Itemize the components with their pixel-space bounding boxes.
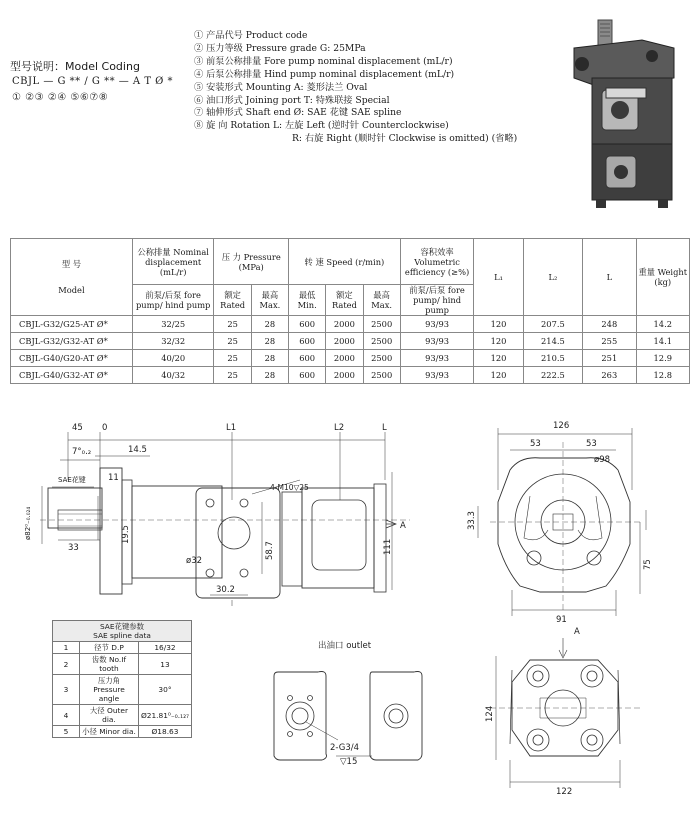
spec-row: [11, 333, 690, 350]
legend-line: ⑥ 油口形式 Joining port T: 特殊联接 Special: [194, 94, 390, 106]
pump-photo: [562, 18, 684, 210]
sae-row: [53, 675, 192, 705]
spec-cell: 28: [251, 316, 288, 333]
sae-cell: 压力角 Pressure angle: [80, 675, 139, 705]
dim-11: 11: [108, 473, 119, 483]
dim-7deg: 7°₀.₂: [72, 447, 92, 457]
th-l: L: [583, 239, 636, 316]
sae-cell: 30°: [138, 675, 191, 705]
th-speed: 转 速 Speed (r/min): [289, 239, 401, 285]
spec-cell: 263: [583, 367, 636, 384]
outlet-views: [274, 640, 422, 767]
spec-cell: 120: [474, 316, 523, 333]
sae-row: [53, 654, 192, 675]
view-a-label: A: [574, 627, 580, 637]
spec-cell: 28: [251, 333, 288, 350]
dim-l2: L2: [334, 423, 345, 433]
th-rated: 额定 Rated: [214, 285, 251, 316]
spec-cell: 32/32: [132, 333, 214, 350]
legend-line: ⑤ 安装形式 Mounting A: 菱形法兰 Oval: [194, 81, 368, 93]
legend-line: ④ 后泵公称排量 Hind pump nominal displacement (mL/r): [194, 68, 455, 80]
sae-table-title: [53, 621, 192, 642]
dim-bolt: 4-M10▽25: [270, 483, 309, 492]
model-coding-numbers: ① ②③ ②④ ⑤⑥⑦⑧: [12, 92, 109, 103]
spec-table: [10, 238, 690, 384]
spec-cell: 25: [214, 350, 251, 367]
dim-l1: L1: [226, 423, 237, 433]
dim-58-7: 58.7: [265, 541, 275, 560]
dim-33: 33: [68, 543, 79, 553]
spec-cell: 25: [214, 333, 251, 350]
spec-cell: 600: [289, 316, 326, 333]
sae-cell: 5: [53, 726, 80, 738]
spec-cell: 255: [583, 333, 636, 350]
spec-cell: 210.5: [523, 350, 582, 367]
dim-32: ø32: [186, 556, 203, 566]
th-eff-sub: 前泵/后泵 fore pump/ hind pump: [400, 285, 474, 316]
th-model-cn: 型 号: [61, 259, 82, 269]
spec-cell: 2500: [363, 350, 400, 367]
th-eff: 容积效率 Volumetric efficiency (≥%): [400, 239, 474, 285]
dim-53-right: 53: [586, 439, 597, 449]
side-view: [24, 423, 410, 606]
spec-cell: 222.5: [523, 367, 582, 384]
dim-g34: 2-G3/4: [330, 743, 360, 753]
legend-line: ① 产品代号 Product code: [194, 30, 308, 41]
spec-cell: 2000: [326, 333, 363, 350]
spec-cell: 14.2: [636, 316, 689, 333]
sae-title-en: SAE spline data: [93, 631, 151, 640]
spec-cell: 2500: [363, 316, 400, 333]
spec-cell: 25: [214, 316, 251, 333]
sae-cell: 齿数 No.If tooth: [80, 654, 139, 675]
sae-cell: 1: [53, 642, 80, 654]
legend-line: R: 右旋 Right (顺时针 Clockwise is omitted) (省略): [292, 133, 518, 145]
arrow-a-label: A: [400, 521, 406, 531]
dim-91: 91: [556, 615, 567, 625]
dim-124: 124: [485, 705, 495, 722]
spec-cell: 28: [251, 350, 288, 367]
th-disp-sub: 前泵/后泵 fore pump/ hind pump: [132, 285, 214, 316]
outlet-label: 出油口 outlet: [318, 641, 372, 651]
dim-0: 0: [102, 423, 108, 433]
spec-cell: 93/93: [400, 350, 474, 367]
sae-title-cn: SAE花键参数: [99, 622, 145, 631]
spec-cell: 28: [251, 367, 288, 384]
sae-row: [53, 726, 192, 738]
sae-cell: 2: [53, 654, 80, 675]
dim-15: ▽15: [340, 757, 358, 767]
th-min: 最低 Min.: [289, 285, 326, 316]
sae-spline-table: [52, 620, 192, 738]
dim-19-5: 19.5: [121, 525, 131, 544]
sae-cell: 小径 Minor dia.: [80, 726, 139, 738]
spec-cell: 248: [583, 316, 636, 333]
th-max: 最高 Max.: [251, 285, 288, 316]
sae-row: [53, 642, 192, 654]
th-l2: L₂: [523, 239, 582, 316]
spec-cell: 2500: [363, 367, 400, 384]
legend-line: ③ 前泵公称排量 Fore pump nominal displacement (mL/r): [194, 55, 453, 67]
sae-cell: 3: [53, 675, 80, 705]
sae-cell: Ø18.63: [138, 726, 191, 738]
spec-row: [11, 316, 690, 333]
spec-cell-model: CBJL-G32/G25-AT Ø*: [11, 316, 133, 333]
model-coding-code: CBJL — G ** / G ** — A T Ø *: [12, 76, 174, 87]
model-coding-title: 型号说明：Model Coding: [10, 60, 140, 73]
th-model: [11, 239, 133, 316]
th-disp: 公称排量 Nominal displacement (mL/r): [132, 239, 214, 285]
spec-cell-model: CBJL-G40/G20-AT Ø*: [11, 350, 133, 367]
spec-cell-model: CBJL-G40/G32-AT Ø*: [11, 367, 133, 384]
th-pressure: 压 力 Pressure (MPa): [214, 239, 289, 285]
sae-cell: 13: [138, 654, 191, 675]
spec-row: [11, 367, 690, 384]
spec-cell: 120: [474, 367, 523, 384]
dim-111: 111: [383, 538, 393, 555]
spec-cell: 600: [289, 333, 326, 350]
dim-33-3: 33.3: [467, 511, 477, 530]
dim-53-left: 53: [530, 439, 541, 449]
dim-126: 126: [553, 421, 570, 431]
sae-cell: 大径 Outer dia.: [80, 705, 139, 726]
th-speed-max: 最高 Max.: [363, 285, 400, 316]
legend-line: ⑧ 旋 向 Rotation L: 左旋 Left (逆时针 Counterclockwise): [194, 120, 449, 132]
dim-98: ø98: [594, 455, 611, 465]
front-view: [467, 421, 653, 625]
sae-cell: 径节 D.P: [80, 642, 139, 654]
th-l1: L₁: [474, 239, 523, 316]
spec-cell: 207.5: [523, 316, 582, 333]
spec-cell: 120: [474, 350, 523, 367]
spec-cell: 2000: [326, 316, 363, 333]
spec-cell: 2500: [363, 333, 400, 350]
spec-row: [11, 350, 690, 367]
dim-75: 75: [643, 559, 653, 570]
sae-label: SAE花键: [58, 476, 86, 484]
coding-legend: [194, 30, 517, 146]
dim-122: 122: [556, 787, 573, 797]
spec-cell: 2000: [326, 350, 363, 367]
dim-45: 45: [72, 423, 83, 433]
dim-30-2: 30.2: [216, 585, 235, 595]
spec-cell: 40/20: [132, 350, 214, 367]
legend-line: ② 压力等级 Pressure grade G: 25MPa: [194, 42, 366, 54]
spec-cell: 93/93: [400, 367, 474, 384]
spec-cell: 14.1: [636, 333, 689, 350]
spec-cell: 25: [214, 367, 251, 384]
th-model-en: Model: [58, 285, 85, 295]
spec-cell: 40/32: [132, 367, 214, 384]
spec-cell: 12.8: [636, 367, 689, 384]
th-speed-rated: 额定 Rated: [326, 285, 363, 316]
spec-cell-model: CBJL-G32/G32-AT Ø*: [11, 333, 133, 350]
spec-cell: 2000: [326, 367, 363, 384]
sae-cell: 16/32: [138, 642, 191, 654]
spec-cell: 93/93: [400, 333, 474, 350]
spec-cell: 93/93: [400, 316, 474, 333]
dim-14-5: 14.5: [128, 445, 147, 455]
top-view: [485, 627, 640, 797]
dim-l: L: [382, 423, 387, 433]
spec-cell: 251: [583, 350, 636, 367]
sae-cell: 4: [53, 705, 80, 726]
spec-cell: 214.5: [523, 333, 582, 350]
th-weight: 重量 Weight (kg): [636, 239, 689, 316]
sae-row: [53, 705, 192, 726]
spec-cell: 120: [474, 333, 523, 350]
dim-82: ø82⁰₋₀.₀₂₄: [24, 506, 32, 540]
spec-cell: 12.9: [636, 350, 689, 367]
spec-cell: 32/25: [132, 316, 214, 333]
sae-cell: Ø21.81⁰₋₀.₁₂₇: [138, 705, 191, 726]
spec-cell: 600: [289, 350, 326, 367]
spec-cell: 600: [289, 367, 326, 384]
legend-line: ⑦ 轴伸形式 Shaft end Ø: SAE 花键 SAE spline: [194, 107, 402, 119]
